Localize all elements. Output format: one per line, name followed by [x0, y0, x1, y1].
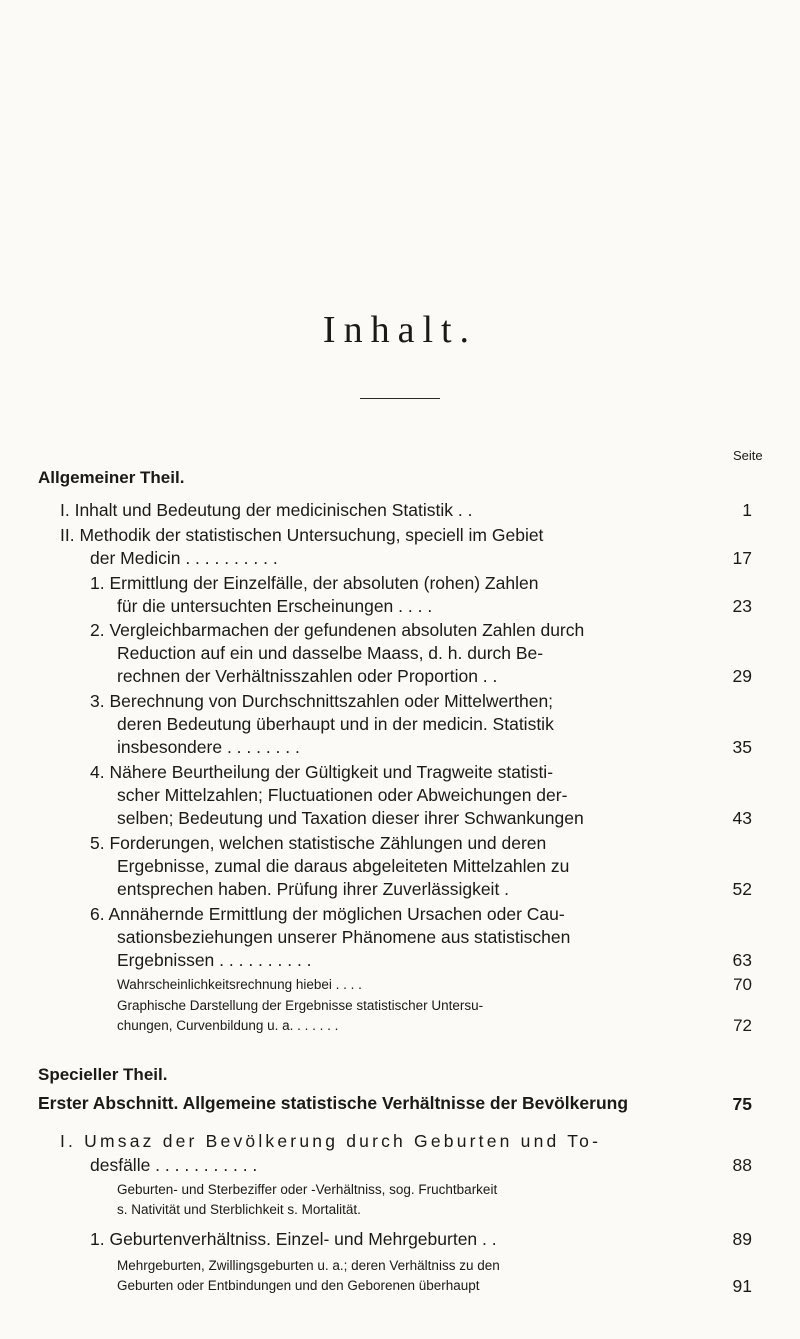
toc-entry-3: 3. Berechnung von Durchschnittszahlen oder Mittelwerthen;	[90, 691, 554, 711]
page-num: 63	[732, 950, 752, 970]
toc-entry-4-cont: selben; Bedeutung und Taxation dieser ihrer Schwankungen	[117, 808, 584, 828]
page-num: 29	[732, 666, 752, 686]
page-num: 1	[742, 500, 752, 520]
toc-entry-6-cont: sationsbeziehungen unserer Phänomene aus statistischen	[117, 927, 571, 947]
toc-entry-5: 5. Forderungen, welchen statistische Zählungen und deren	[90, 833, 547, 853]
page-num: 88	[732, 1155, 752, 1175]
toc-subentry: Wahrscheinlichkeitsrechnung hiebei . . . .	[117, 977, 362, 992]
toc-subentry-cont: chungen, Curvenbildung u. a. . . . . . .	[117, 1018, 339, 1033]
erster-abschnitt-heading: Erster Abschnitt. Allgemeine statistische Verhältnisse der Bevölkerung	[38, 1093, 629, 1113]
toc-entry-geburten: 1. Geburtenverhältniss. Einzel- und Mehrgeburten . .	[90, 1229, 497, 1249]
page-num: 17	[732, 548, 752, 568]
toc-entry-umsaz-cont: desfälle . . . . . . . . . . .	[90, 1155, 258, 1175]
toc-entry-6: 6. Annähernde Ermittlung der möglichen Ursachen oder Cau-	[90, 904, 565, 924]
page-num: 70	[733, 975, 752, 994]
toc-subentry: Geburten- und Sterbeziffer oder -Verhältniss, sog. Fruchtbarkeit	[117, 1182, 498, 1197]
toc-entry-1-cont: für die untersuchten Erscheinungen . . . .	[117, 596, 433, 616]
toc-entry-3-cont: insbesondere . . . . . . . .	[117, 737, 300, 757]
toc-entry-I: I. Inhalt und Bedeutung der medicinischen Statistik . .	[60, 500, 473, 520]
toc-entry-3-cont: deren Bedeutung überhaupt und in der medicin. Statistik	[117, 714, 554, 734]
toc-subentry: Graphische Darstellung der Ergebnisse statistischer Untersu-	[117, 998, 484, 1013]
toc-entry-II-cont: der Medicin . . . . . . . . . .	[90, 548, 278, 568]
toc-entry-6-cont: Ergebnissen . . . . . . . . . .	[117, 950, 312, 970]
page-num: 43	[732, 808, 752, 828]
toc-entry-5-cont: Ergebnisse, zumal die daraus abgeleiteten Mittelzahlen zu	[117, 856, 570, 876]
toc-entry-2-cont: rechnen der Verhältnisszahlen oder Proportion . .	[117, 666, 498, 686]
page-title: Inhalt.	[322, 309, 478, 351]
allgemeiner-heading: Allgemeiner Theil.	[38, 468, 185, 487]
page-num: 89	[732, 1229, 752, 1249]
specieller-heading: Specieller Theil.	[38, 1065, 168, 1084]
page-num: 23	[732, 596, 752, 616]
toc-entry-2: 2. Vergleichbarmachen der gefundenen absoluten Zahlen durch	[90, 620, 585, 640]
page-num: 72	[733, 1016, 752, 1035]
toc-entry-4: 4. Nähere Beurtheilung der Gültigkeit und Tragweite statisti-	[90, 762, 554, 782]
seite-label: Seite	[733, 448, 763, 463]
page-num: 52	[732, 879, 752, 899]
toc-entry-4-cont: scher Mittelzahlen; Fluctuationen oder Abweichungen der-	[117, 785, 568, 805]
toc-entry-1: 1. Ermittlung der Einzelfälle, der absoluten (rohen) Zahlen	[90, 573, 539, 593]
toc-entry-umsaz: I. Umsaz der Bevölkerung durch Geburten und To-	[60, 1131, 602, 1151]
toc-subentry-cont: s. Nativität und Sterblichkeit s. Mortalität.	[117, 1202, 361, 1217]
page-num: 91	[732, 1276, 752, 1296]
page-num: 35	[732, 737, 752, 757]
toc-subentry: Mehrgeburten, Zwillingsgeburten u. a.; deren Verhältniss zu den	[117, 1258, 500, 1273]
toc-entry-5-cont: entsprechen haben. Prüfung ihrer Zuverlässigkeit .	[117, 879, 510, 899]
page-num: 75	[732, 1094, 752, 1114]
toc-entry-2-cont: Reduction auf ein und dasselbe Maass, d. h. durch Be-	[117, 643, 544, 663]
toc-subentry-cont: Geburten oder Entbindungen und den Geborenen überhaupt	[117, 1278, 480, 1293]
toc-entry-II: II. Methodik der statistischen Untersuchung, speciell im Gebiet	[60, 525, 544, 545]
title-rule	[360, 398, 440, 399]
